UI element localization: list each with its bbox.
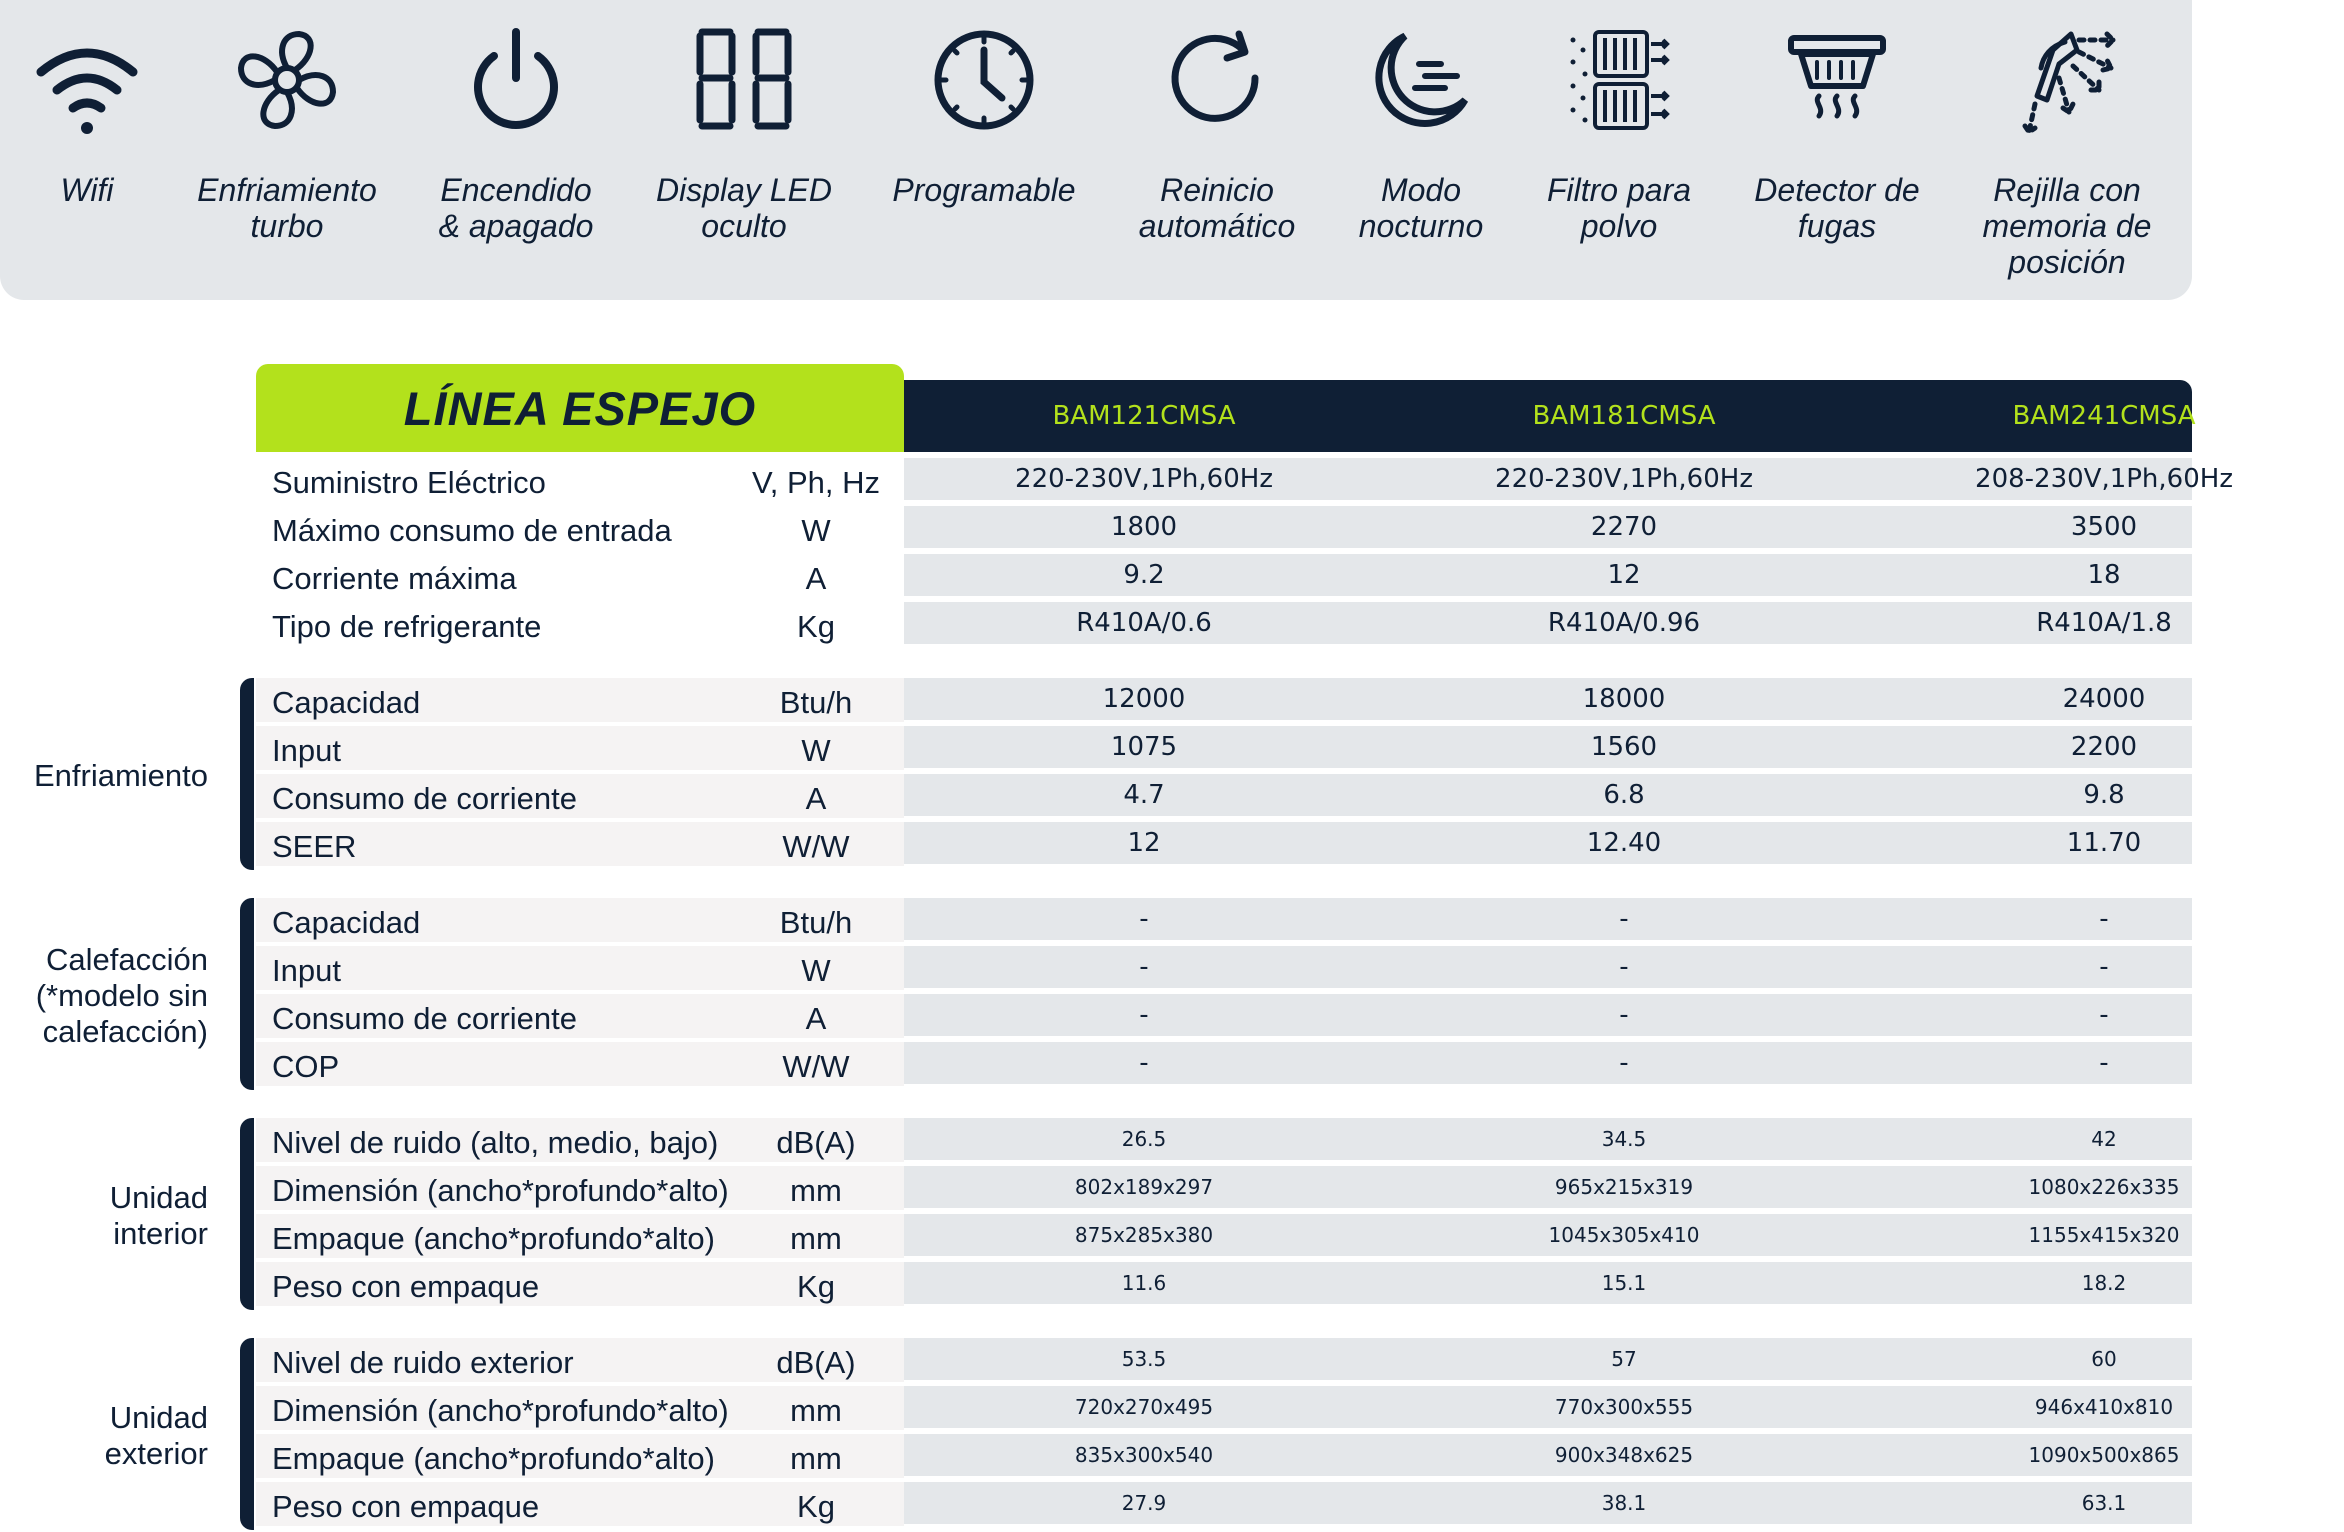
row-value: 34.5	[1601, 1127, 1647, 1151]
row-value: -	[2099, 1048, 2109, 1078]
row-value: 835x300x540	[1074, 1443, 1214, 1467]
row-unit: W/W	[782, 829, 850, 864]
row-value: 220-230V,1Ph,60Hz	[1495, 464, 1753, 494]
table-row	[256, 1434, 2192, 1478]
row-value: 12	[1127, 828, 1161, 858]
row-value: 220-230V,1Ph,60Hz	[1015, 464, 1273, 494]
row-value: -	[2099, 1000, 2109, 1030]
row-value: 946x410x810	[2034, 1395, 2174, 1419]
row-unit: mm	[790, 1173, 842, 1208]
group-bracket	[240, 898, 254, 1090]
row-unit: dB(A)	[776, 1345, 856, 1380]
model-header: BAM181CMSA	[1532, 401, 1716, 431]
group-label: Unidad exterior	[104, 1400, 208, 1471]
row-unit: Kg	[797, 1489, 835, 1524]
row-value: 18000	[1582, 684, 1666, 714]
row-value: 63.1	[2081, 1491, 2127, 1515]
table-row	[256, 1338, 2192, 1382]
row-value: 18	[2087, 560, 2121, 590]
table-title: LÍNEA ESPEJO	[403, 381, 757, 435]
row-unit: mm	[790, 1393, 842, 1428]
row-label: Capacidad	[272, 685, 421, 720]
group-bracket	[240, 1118, 254, 1310]
row-unit: W/W	[782, 1049, 850, 1084]
row-value: 2270	[1590, 512, 1658, 542]
table-title-tab	[256, 364, 904, 452]
feature-power	[401, 20, 631, 244]
row-unit: W	[801, 953, 831, 988]
row-value: -	[2099, 952, 2109, 982]
feature-label: Rejilla con memoria de posición	[1982, 172, 2152, 280]
row-label: Nivel de ruido (alto, medio, bajo)	[272, 1125, 719, 1160]
moon-icon	[1361, 20, 1481, 140]
feature-label: Encendido & apagado	[438, 172, 594, 244]
row-label: Consumo de corriente	[272, 781, 577, 816]
row-label: Suministro Eléctrico	[272, 465, 546, 500]
feature-filter	[1504, 20, 1734, 244]
feature-label: Detector de fugas	[1754, 172, 1920, 244]
row-value: -	[1139, 1048, 1149, 1078]
table-row	[256, 994, 2192, 1038]
row-value: R410A/0.6	[1076, 608, 1212, 638]
feature-label: Reinicio automático	[1138, 172, 1296, 244]
feature-label: Programable	[892, 172, 1076, 208]
row-value: 1090x500x865	[2028, 1443, 2180, 1467]
row-value: -	[1139, 904, 1149, 934]
row-label: Input	[272, 733, 341, 768]
row-unit: W	[801, 513, 831, 548]
table-row	[256, 678, 2192, 722]
table-row	[256, 946, 2192, 990]
feature-label: Wifi	[60, 172, 114, 208]
table-row	[256, 506, 2192, 550]
table-row	[256, 1214, 2192, 1258]
models-header	[904, 380, 2196, 452]
feature-label: Display LED oculto	[655, 172, 833, 244]
row-value: 15.1	[1601, 1271, 1647, 1295]
feature-night	[1306, 20, 1536, 244]
row-unit: mm	[790, 1441, 842, 1476]
feature-label: Modo nocturno	[1358, 172, 1484, 244]
feature-led	[629, 20, 859, 244]
group-label: Enfriamiento	[33, 758, 208, 793]
feature-leak	[1722, 20, 1952, 244]
row-value: 6.8	[1603, 780, 1645, 810]
row-value: 1075	[1110, 732, 1178, 762]
row-label: Empaque (ancho*profundo*alto)	[272, 1441, 715, 1476]
row-value: 26.5	[1121, 1127, 1167, 1151]
group-bracket	[240, 678, 254, 870]
table-row	[256, 1118, 2192, 1162]
table-row	[256, 458, 2233, 502]
table-row	[256, 726, 2192, 770]
row-unit: Btu/h	[779, 685, 853, 720]
row-label: Nivel de ruido exterior	[272, 1345, 574, 1380]
row-value: 24000	[2062, 684, 2146, 714]
row-value: 875x285x380	[1074, 1223, 1214, 1247]
row-value: -	[1139, 1000, 1149, 1030]
row-value: -	[1619, 904, 1629, 934]
row-label: Empaque (ancho*profundo*alto)	[272, 1221, 715, 1256]
row-unit: dB(A)	[776, 1125, 856, 1160]
row-label: Dimensión (ancho*profundo*alto)	[272, 1393, 729, 1428]
row-value: 12.40	[1586, 828, 1662, 858]
table-row	[256, 1166, 2192, 1210]
row-value: 60	[2091, 1347, 2117, 1371]
row-value: -	[1619, 952, 1629, 982]
row-value: -	[1139, 952, 1149, 982]
row-value: 3500	[2070, 512, 2138, 542]
row-value: 12	[1607, 560, 1641, 590]
row-unit: A	[805, 781, 827, 816]
row-value: 208-230V,1Ph,60Hz	[1975, 464, 2233, 494]
row-label: SEER	[272, 829, 357, 864]
row-label: Peso con empaque	[272, 1489, 540, 1524]
row-value: 802x189x297	[1074, 1175, 1214, 1199]
table-row	[256, 1482, 2192, 1526]
row-value: 9.2	[1123, 560, 1165, 590]
row-value: 720x270x495	[1074, 1395, 1214, 1419]
row-label: Corriente máxima	[272, 561, 517, 596]
table-row	[256, 1386, 2192, 1430]
model-header: BAM121CMSA	[1052, 401, 1236, 431]
row-value: R410A/1.8	[2036, 608, 2172, 638]
row-value: 1155x415x320	[2028, 1223, 2180, 1247]
table-row	[256, 774, 2192, 818]
feature-programmable	[869, 20, 1099, 208]
group-bracket	[240, 1338, 254, 1530]
row-value: 12000	[1102, 684, 1186, 714]
row-value: -	[1619, 1000, 1629, 1030]
row-value: 11.6	[1121, 1271, 1167, 1295]
row-value: 57	[1611, 1347, 1637, 1371]
fan-icon	[227, 20, 347, 140]
wifi-icon	[27, 20, 147, 140]
row-value: 38.1	[1601, 1491, 1647, 1515]
feature-restart	[1102, 20, 1332, 244]
row-value: R410A/0.96	[1547, 608, 1701, 638]
row-label: Capacidad	[272, 905, 421, 940]
louver-memory-icon	[2007, 20, 2127, 140]
row-unit: Kg	[797, 1269, 835, 1304]
power-icon	[456, 20, 576, 140]
row-value: 42	[2091, 1127, 2117, 1151]
row-unit: A	[805, 561, 827, 596]
row-unit: A	[805, 1001, 827, 1036]
row-label: Input	[272, 953, 341, 988]
row-value: 770x300x555	[1554, 1395, 1694, 1419]
feature-label: Filtro para polvo	[1546, 172, 1692, 244]
row-value: 1800	[1110, 512, 1178, 542]
feature-label: Enfriamiento turbo	[197, 172, 377, 244]
row-value: 18.2	[2081, 1271, 2127, 1295]
led-display-icon	[684, 20, 804, 140]
row-value: 1560	[1590, 732, 1658, 762]
restart-icon	[1157, 20, 1277, 140]
row-unit: Btu/h	[779, 905, 853, 940]
table-row	[256, 1262, 2192, 1306]
row-value: -	[1619, 1048, 1629, 1078]
row-label: COP	[272, 1049, 340, 1084]
row-value: 27.9	[1121, 1491, 1167, 1515]
row-unit: V, Ph, Hz	[751, 465, 881, 500]
row-value: 4.7	[1123, 780, 1165, 810]
row-value: 9.8	[2083, 780, 2125, 810]
table-row	[256, 898, 2192, 942]
feature-louver	[1952, 20, 2182, 280]
row-unit: Kg	[797, 609, 835, 644]
table-row	[256, 1042, 2192, 1086]
row-value: 2200	[2070, 732, 2138, 762]
model-header: BAM241CMSA	[2012, 401, 2196, 431]
feature-turbo	[172, 20, 402, 244]
row-unit: W	[801, 733, 831, 768]
row-label: Peso con empaque	[272, 1269, 540, 1304]
leak-detector-icon	[1777, 20, 1897, 140]
table-row	[256, 554, 2192, 598]
row-value: 53.5	[1121, 1347, 1167, 1371]
row-value: -	[2099, 904, 2109, 934]
row-unit: mm	[790, 1221, 842, 1256]
row-label: Dimensión (ancho*profundo*alto)	[272, 1173, 729, 1208]
row-value: 965x215x319	[1554, 1175, 1694, 1199]
table-row	[256, 602, 2192, 646]
row-value: 1045x305x410	[1548, 1223, 1700, 1247]
row-label: Consumo de corriente	[272, 1001, 577, 1036]
table-row	[256, 822, 2192, 866]
row-label: Tipo de refrigerante	[272, 609, 542, 644]
clock-icon	[924, 20, 1044, 140]
row-label: Máximo consumo de entrada	[272, 513, 672, 548]
row-value: 900x348x625	[1554, 1443, 1694, 1467]
features-strip	[0, 0, 2192, 300]
group-label: Unidad interior	[109, 1180, 208, 1251]
row-value: 11.70	[2066, 828, 2142, 858]
row-value: 1080x226x335	[2028, 1175, 2180, 1199]
dust-filter-icon	[1559, 20, 1679, 140]
group-label: Calefacción (*modelo sin calefacción)	[35, 942, 208, 1049]
